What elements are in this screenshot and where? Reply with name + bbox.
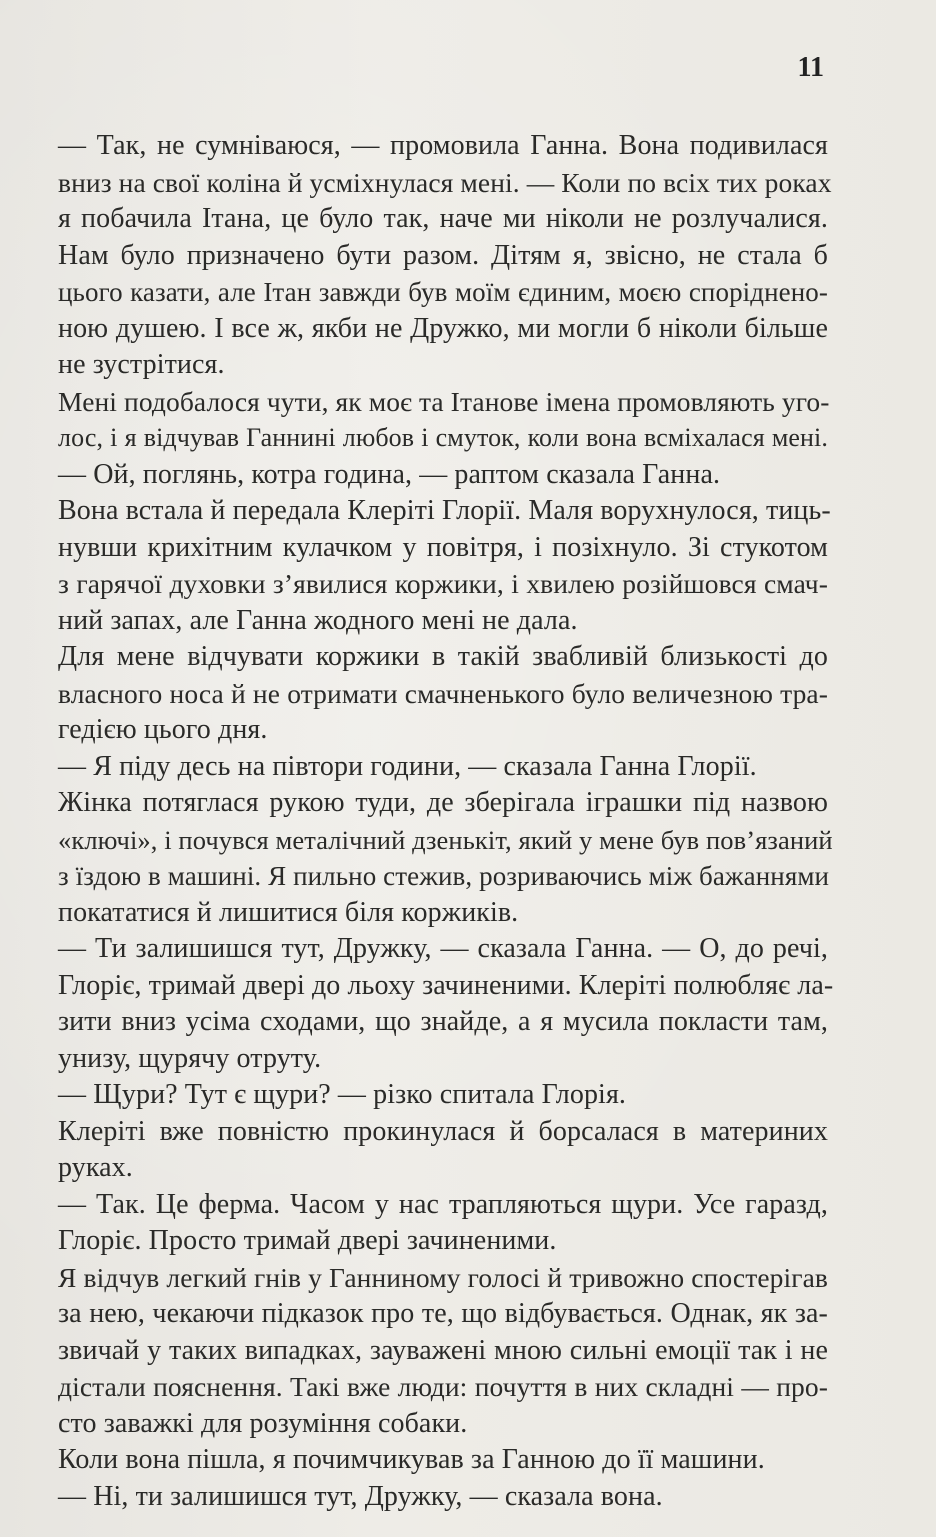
text-line: Мені подобалося чути, як моє та Ітанове імена промовляють уго- (58, 385, 830, 417)
text-line: з їздою в машині. Я пильно стежив, розриваючись між бажаннями (58, 861, 830, 891)
text-line: за нею, чекаючи підказок про те, що відбувається. Однак, як за- (58, 1298, 828, 1329)
text-line: Коли вона пішла, я почимчикував за Ганною до її машини. (58, 1444, 765, 1475)
text-line: Я відчув легкий гнів у Ганниному голосі й тривожно спостерігав (58, 1261, 828, 1293)
page-number: 11 (797, 52, 824, 83)
text-line: ний запах, але Ганна жодного мені не дала. (58, 604, 578, 636)
text-line: Вона встала й передала Клеріті Глорії. Маля ворухнулося, тиць- (58, 495, 831, 526)
text-line: звичай у таких випадках, зауважені мною сильні емоції так і не (58, 1334, 828, 1366)
text-line: — Я піду десь на півтори години, — сказала Ганна Глорії. (58, 750, 757, 782)
text-line: гедією цього дня. (58, 714, 268, 745)
text-line: — Щури? Тут є щури? — різко спитала Глорія. (58, 1079, 627, 1110)
text-line: з гарячої духовки з’явилися коржики, і хвилею розійшовся смач- (58, 568, 828, 599)
page-text-body (58, 128, 834, 1515)
text-line: — Так. Це ферма. Часом у нас трапляються щури. Усе гаразд, (58, 1188, 828, 1220)
text-line: Жінка потяглася рукою туди, де зберігала іграшки під назвою (58, 787, 828, 818)
text-line: зити вниз усіма сходами, що знайде, а я мусила покласти там, (58, 1006, 828, 1037)
text-line: руках. (58, 1152, 133, 1183)
text-line: «ключі», і почувся металічний дзенькіт, який у мене був пов’язаний (58, 824, 833, 855)
text-line: — Так, не сумніваюся, — промовила Ганна. Вона подивилася (58, 130, 828, 161)
text-line: власного носа й не отримати смачненького було величезною тра- (58, 677, 828, 709)
text-line: Клеріті вже повністю прокинулася й борсалася в материних (58, 1115, 828, 1147)
text-line: цього казати, але Ітан завжди був моїм єдиним, моєю споріднено- (58, 277, 828, 307)
text-line: дістали пояснення. Такі вже люди: почуття в них складні — про- (58, 1371, 828, 1402)
text-line: вниз на свої коліна й усміхнулася мені. — Коли по всіх тих роках (58, 166, 832, 198)
text-line: унизу, щурячу отруту. (58, 1042, 322, 1074)
text-line: Для мене відчувати коржики в такій звабливій близькості до (58, 641, 828, 672)
text-line: ною душею. І все ж, якби не Дружко, ми могли б ніколи більше (58, 312, 828, 344)
text-line: не зустрітися. (58, 349, 225, 380)
text-line: Глоріє. Просто тримай двері зачиненими. (58, 1225, 557, 1256)
text-line: покататися й лишитися біля коржиків. (58, 896, 519, 928)
text-line: я побачила Ітана, це було так, наче ми ніколи не розлучалися. (58, 203, 828, 234)
text-line: — Ой, поглянь, котра година, — раптом сказала Ганна. (58, 458, 721, 490)
text-line: лос, і я відчував Ганнині любов і смуток, коли вона всміхалася мені. (58, 423, 828, 452)
text-line: — Ти залишишся тут, Дружку, — сказала Ганна. — О, до речі, (58, 933, 828, 964)
text-line: — Ні, ти залишишся тут, Дружку, — сказала вона. (58, 1480, 663, 1512)
text-line: нувши крихітним кулачком у повітря, і позіхнуло. Зі стукотом (58, 531, 828, 563)
text-line: Нам було призначено бути разом. Дітям я, звісно, не стала б (58, 239, 828, 271)
text-line: сто заважкі для розуміння собаки. (58, 1407, 468, 1439)
text-line: Глоріє, тримай двері до льоху зачиненими. Клеріті полюбляє ла- (58, 969, 834, 1001)
